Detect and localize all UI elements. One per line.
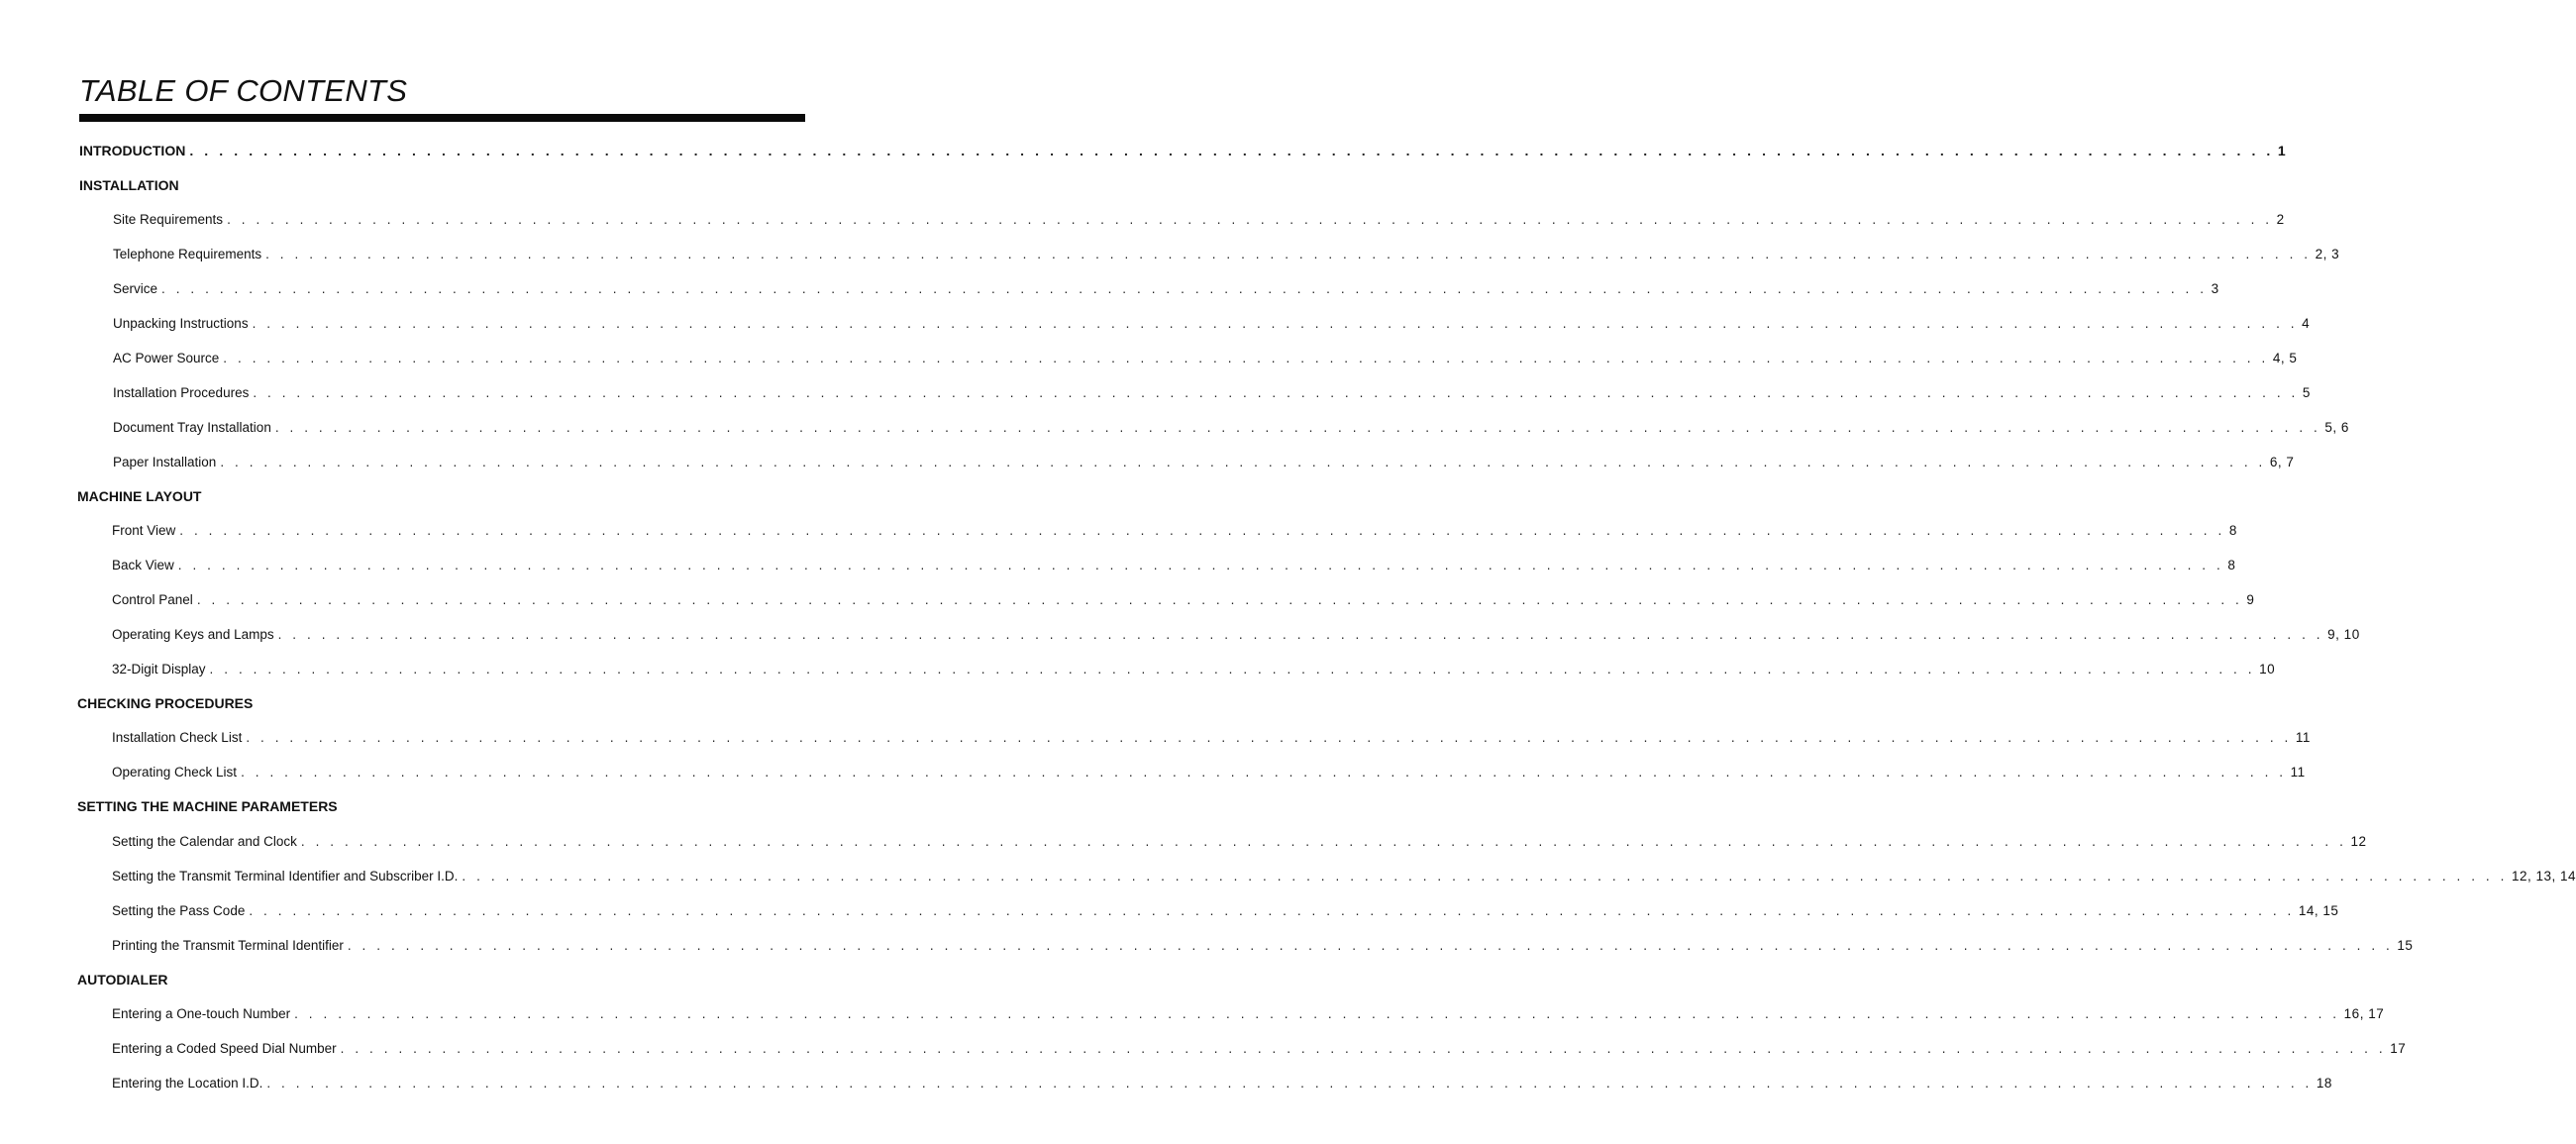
page-title: TABLE OF CONTENTS xyxy=(79,73,408,108)
toc-entry-page: 9, 10 xyxy=(2327,627,2360,642)
toc-entry[interactable] xyxy=(113,211,2285,229)
toc-entry[interactable] xyxy=(112,591,2255,609)
toc-entry[interactable] xyxy=(113,454,2295,471)
dot-leader: . . . . . . . . . . . . . . . . . . . . . . . . . . . . . . . . . . . . . . . . . . . . . . . . . . . . . . . . . . . . . . . . . . . . . . . . . . . . . . . . . . . . . . . . . . . . . . . . . . . . . . . . . . . . . . . . . . . . . . . . . . . . . . . . . . . . . . . . . . . . . xyxy=(189,143,2274,158)
toc-entry-label: Front View xyxy=(112,523,176,538)
section-heading-machine-parameters: SETTING THE MACHINE PARAMETERS xyxy=(77,798,338,814)
toc-entry-label: Service xyxy=(113,281,158,296)
toc-entry[interactable] xyxy=(112,626,2360,644)
toc-entry[interactable] xyxy=(112,522,2237,540)
section-heading-checking-procedures: CHECKING PROCEDURES xyxy=(77,695,254,711)
toc-entry-label: Paper Installation xyxy=(113,455,217,469)
toc-entry-label: INTRODUCTION xyxy=(79,143,186,158)
toc-entry-page: 2, 3 xyxy=(2315,247,2340,261)
toc-entry[interactable] xyxy=(112,661,2276,678)
toc-entry-label: Operating Keys and Lamps xyxy=(112,627,274,642)
toc-entry-label: 32-Digit Display xyxy=(112,662,206,676)
toc-entry-page: 15 xyxy=(2397,938,2414,953)
toc-entry[interactable] xyxy=(112,937,2414,955)
title-rule xyxy=(79,114,805,122)
toc-entry-label: Entering a One-touch Number xyxy=(112,1006,291,1021)
toc-entry-page: 5, 6 xyxy=(2324,420,2349,435)
section-heading-installation: INSTALLATION xyxy=(79,177,179,193)
toc-entry[interactable] xyxy=(112,729,2311,747)
dot-leader: . . . . . . . . . . . . . . . . . . . . . . . . . . . . . . . . . . . . . . . . . . . . . . . . . . . . . . . . . . . . . . . . . . . . . . . . . . . . . . . . . . . . . . . . . . . . . . . . . . . . . . . . . . . . . . . . . . . . . . . . . . . . . . . . . . . . . . . . . . . . . xyxy=(266,1076,2313,1091)
toc-entry-page: 5 xyxy=(2302,385,2311,400)
dot-leader: . . . . . . . . . . . . . . . . . . . . . . . . . . . . . . . . . . . . . . . . . . . . . . . . . . . . . . . . . . . . . . . . . . . . . . . . . . . . . . . . . . . . . . . . . . . . . . . . . . . . . . . . . . . . . . . . . . . . . . . . . . . . . . . . . . . . . . . . . . . . . xyxy=(249,903,2295,918)
toc-entry-label: Telephone Requirements xyxy=(113,247,262,261)
dot-leader: . . . . . . . . . . . . . . . . . . . . . . . . . . . . . . . . . . . . . . . . . . . . . . . . . . . . . . . . . . . . . . . . . . . . . . . . . . . . . . . . . . . . . . . . . . . . . . . . . . . . . . . . . . . . . . . . . . . . . . . . . . . . . . . . . . . . . . . . . . . . . xyxy=(300,834,2347,849)
toc-entry-introduction[interactable] xyxy=(79,142,2287,159)
toc-entry-page: 11 xyxy=(2295,730,2311,745)
toc-entry-page: 18 xyxy=(2316,1076,2332,1091)
toc-entry-label: Printing the Transmit Terminal Identifier xyxy=(112,938,344,953)
toc-entry-label: Installation Procedures xyxy=(113,385,250,400)
toc-entry[interactable] xyxy=(112,557,2236,574)
toc-entry-label: Entering the Location I.D. xyxy=(112,1076,263,1091)
toc-entry[interactable] xyxy=(112,902,2339,920)
toc-entry-page: 16, 17 xyxy=(2343,1006,2385,1021)
toc-entry-page: 17 xyxy=(2390,1041,2407,1056)
dot-leader: . . . . . . . . . . . . . . . . . . . . . . . . . . . . . . . . . . . . . . . . . . . . . . . . . . . . . . . . . . . . . . . . . . . . . . . . . . . . . . . . . . . . . . . . . . . . . . . . . . . . . . . . . . . . . . . . . . . . . . . . . . . . . . . . . . . . . . . . . . . . . xyxy=(196,592,2243,607)
toc-entry-label: AC Power Source xyxy=(113,351,220,365)
dot-leader: . . . . . . . . . . . . . . . . . . . . . . . . . . . . . . . . . . . . . . . . . . . . . . . . . . . . . . . . . . . . . . . . . . . . . . . . . . . . . . . . . . . . . . . . . . . . . . . . . . . . . . . . . . . . . . . . . . . . . . . . . . . . . . . . . . . . . . . . . . . . . xyxy=(274,420,2321,435)
toc-entry-label: Document Tray Installation xyxy=(113,420,271,435)
toc-entry[interactable] xyxy=(113,419,2349,437)
dot-leader: . . . . . . . . . . . . . . . . . . . . . . . . . . . . . . . . . . . . . . . . . . . . . . . . . . . . . . . . . . . . . . . . . . . . . . . . . . . . . . . . . . . . . . . . . . . . . . . . . . . . . . . . . . . . . . . . . . . . . . . . . . . . . . . . . . . . . . . . . . . . . xyxy=(340,1041,2387,1056)
toc-entry-label: Control Panel xyxy=(112,592,193,607)
toc-entry-label: Setting the Transmit Terminal Identifier and Subscriber I.D. xyxy=(112,869,459,884)
dot-leader: . . . . . . . . . . . . . . . . . . . . . . . . . . . . . . . . . . . . . . . . . . . . . . . . . . . . . . . . . . . . . . . . . . . . . . . . . . . . . . . . . . . . . . . . . . . . . . . . . . . . . . . . . . . . . . . . . . . . . . . . . . . . . . . . . . . . . . . . . . . . . xyxy=(227,212,2273,227)
dot-leader: . . . . . . . . . . . . . . . . . . . . . . . . . . . . . . . . . . . . . . . . . . . . . . . . . . . . . . . . . . . . . . . . . . . . . . . . . . . . . . . . . . . . . . . . . . . . . . . . . . . . . . . . . . . . . . . . . . . . . . . . . . . . . . . . . . . . . . . . . . . . . xyxy=(462,869,2508,884)
dot-leader: . . . . . . . . . . . . . . . . . . . . . . . . . . . . . . . . . . . . . . . . . . . . . . . . . . . . . . . . . . . . . . . . . . . . . . . . . . . . . . . . . . . . . . . . . . . . . . . . . . . . . . . . . . . . . . . . . . . . . . . . . . . . . . . . . . . . . . . . . . . . . xyxy=(252,316,2299,331)
toc-entry[interactable] xyxy=(113,350,2298,367)
dot-leader: . . . . . . . . . . . . . . . . . . . . . . . . . . . . . . . . . . . . . . . . . . . . . . . . . . . . . . . . . . . . . . . . . . . . . . . . . . . . . . . . . . . . . . . . . . . . . . . . . . . . . . . . . . . . . . . . . . . . . . . . . . . . . . . . . . . . . . . . . . . . . xyxy=(241,765,2287,780)
dot-leader: . . . . . . . . . . . . . . . . . . . . . . . . . . . . . . . . . . . . . . . . . . . . . . . . . . . . . . . . . . . . . . . . . . . . . . . . . . . . . . . . . . . . . . . . . . . . . . . . . . . . . . . . . . . . . . . . . . . . . . . . . . . . . . . . . . . . . . . . . . . . . xyxy=(161,281,2208,296)
dot-leader: . . . . . . . . . . . . . . . . . . . . . . . . . . . . . . . . . . . . . . . . . . . . . . . . . . . . . . . . . . . . . . . . . . . . . . . . . . . . . . . . . . . . . . . . . . . . . . . . . . . . . . . . . . . . . . . . . . . . . . . . . . . . . . . . . . . . . . . . . . . . . xyxy=(220,455,2266,469)
toc-entry-page: 12 xyxy=(2350,834,2367,849)
toc-entry-page: 4 xyxy=(2302,316,2311,331)
dot-leader: . . . . . . . . . . . . . . . . . . . . . . . . . . . . . . . . . . . . . . . . . . . . . . . . . . . . . . . . . . . . . . . . . . . . . . . . . . . . . . . . . . . . . . . . . . . . . . . . . . . . . . . . . . . . . . . . . . . . . . . . . . . . . . . . . . . . . . . . . . . . . xyxy=(265,247,2312,261)
toc-entry-page: 6, 7 xyxy=(2269,455,2295,469)
toc-entry[interactable] xyxy=(112,868,2576,885)
dot-leader: . . . . . . . . . . . . . . . . . . . . . . . . . . . . . . . . . . . . . . . . . . . . . . . . . . . . . . . . . . . . . . . . . . . . . . . . . . . . . . . . . . . . . . . . . . . . . . . . . . . . . . . . . . . . . . . . . . . . . . . . . . . . . . . . . . . . . . . . . . . . . xyxy=(209,662,2256,676)
toc-entry-page: 4, 5 xyxy=(2272,351,2298,365)
dot-leader: . . . . . . . . . . . . . . . . . . . . . . . . . . . . . . . . . . . . . . . . . . . . . . . . . . . . . . . . . . . . . . . . . . . . . . . . . . . . . . . . . . . . . . . . . . . . . . . . . . . . . . . . . . . . . . . . . . . . . . . . . . . . . . . . . . . . . . . . . . . . . xyxy=(179,523,2225,538)
section-heading-machine-layout: MACHINE LAYOUT xyxy=(77,488,202,504)
toc-entry-page: 12, 13, 14 xyxy=(2511,869,2576,884)
toc-entry-label: Setting the Calendar and Clock xyxy=(112,834,297,849)
toc-entry[interactable] xyxy=(113,246,2340,263)
toc-entry[interactable] xyxy=(112,1005,2385,1023)
toc-entry[interactable] xyxy=(112,1075,2332,1092)
toc-entry-page: 8 xyxy=(2228,523,2237,538)
dot-leader: . . . . . . . . . . . . . . . . . . . . . . . . . . . . . . . . . . . . . . . . . . . . . . . . . . . . . . . . . . . . . . . . . . . . . . . . . . . . . . . . . . . . . . . . . . . . . . . . . . . . . . . . . . . . . . . . . . . . . . . . . . . . . . . . . . . . . . . . . . . . . xyxy=(294,1006,2340,1021)
toc-entry-page: 9 xyxy=(2246,592,2255,607)
toc-entry-page: 2 xyxy=(2276,212,2285,227)
dot-leader: . . . . . . . . . . . . . . . . . . . . . . . . . . . . . . . . . . . . . . . . . . . . . . . . . . . . . . . . . . . . . . . . . . . . . . . . . . . . . . . . . . . . . . . . . . . . . . . . . . . . . . . . . . . . . . . . . . . . . . . . . . . . . . . . . . . . . . . . . . . . . xyxy=(246,730,2292,745)
toc-entry[interactable] xyxy=(112,833,2367,851)
toc-entry[interactable] xyxy=(112,764,2306,781)
toc-entry-label: Setting the Pass Code xyxy=(112,903,246,918)
toc-entry-label: Site Requirements xyxy=(113,212,224,227)
toc-entry-page: 1 xyxy=(2277,143,2287,158)
dot-leader: . . . . . . . . . . . . . . . . . . . . . . . . . . . . . . . . . . . . . . . . . . . . . . . . . . . . . . . . . . . . . . . . . . . . . . . . . . . . . . . . . . . . . . . . . . . . . . . . . . . . . . . . . . . . . . . . . . . . . . . . . . . . . . . . . . . . . . . . . . . . . xyxy=(277,627,2324,642)
toc-entry-label: Unpacking Instructions xyxy=(113,316,249,331)
dot-leader: . . . . . . . . . . . . . . . . . . . . . . . . . . . . . . . . . . . . . . . . . . . . . . . . . . . . . . . . . . . . . . . . . . . . . . . . . . . . . . . . . . . . . . . . . . . . . . . . . . . . . . . . . . . . . . . . . . . . . . . . . . . . . . . . . . . . . . . . . . . . . xyxy=(223,351,2269,365)
toc-entry-label: Back View xyxy=(112,558,174,572)
toc-entry-label: Entering a Coded Speed Dial Number xyxy=(112,1041,337,1056)
toc-entry[interactable] xyxy=(112,1040,2407,1058)
dot-leader: . . . . . . . . . . . . . . . . . . . . . . . . . . . . . . . . . . . . . . . . . . . . . . . . . . . . . . . . . . . . . . . . . . . . . . . . . . . . . . . . . . . . . . . . . . . . . . . . . . . . . . . . . . . . . . . . . . . . . . . . . . . . . . . . . . . . . . . . . . . . . xyxy=(177,558,2224,572)
toc-entry[interactable] xyxy=(113,280,2219,298)
toc-entry-page: 14, 15 xyxy=(2298,903,2339,918)
toc-entry-label: Operating Check List xyxy=(112,765,238,780)
dot-leader: . . . . . . . . . . . . . . . . . . . . . . . . . . . . . . . . . . . . . . . . . . . . . . . . . . . . . . . . . . . . . . . . . . . . . . . . . . . . . . . . . . . . . . . . . . . . . . . . . . . . . . . . . . . . . . . . . . . . . . . . . . . . . . . . . . . . . . . . . . . . . xyxy=(347,938,2394,953)
dot-leader: . . . . . . . . . . . . . . . . . . . . . . . . . . . . . . . . . . . . . . . . . . . . . . . . . . . . . . . . . . . . . . . . . . . . . . . . . . . . . . . . . . . . . . . . . . . . . . . . . . . . . . . . . . . . . . . . . . . . . . . . . . . . . . . . . . . . . . . . . . . . . xyxy=(253,385,2299,400)
toc-entry[interactable] xyxy=(113,384,2311,402)
toc-entry-page: 11 xyxy=(2290,765,2306,780)
toc-entry-page: 10 xyxy=(2259,662,2276,676)
toc-entry[interactable] xyxy=(113,315,2311,333)
section-heading-autodialer: AUTODIALER xyxy=(77,972,168,988)
toc-entry-page: 3 xyxy=(2211,281,2219,296)
toc-entry-label: Installation Check List xyxy=(112,730,243,745)
toc-entry-page: 8 xyxy=(2227,558,2236,572)
